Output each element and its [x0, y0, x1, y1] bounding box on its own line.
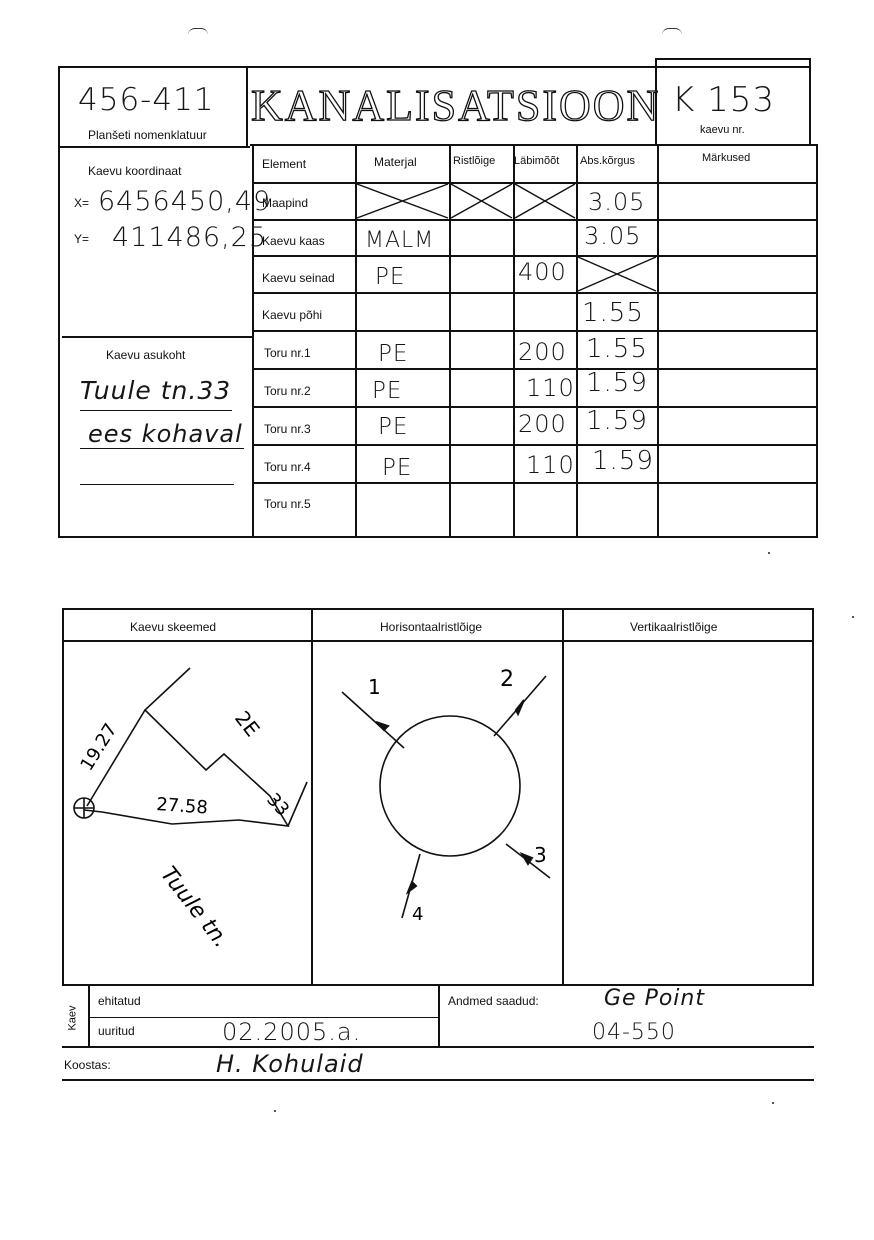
row-material: MALM: [365, 228, 435, 253]
data-from-label: Andmed saadud:: [448, 994, 539, 1008]
well-number: K 153: [672, 80, 775, 120]
well-number-label: kaevu nr.: [700, 124, 745, 136]
pipe-label-2: 2: [500, 667, 514, 692]
row-material: PE: [382, 455, 413, 481]
scan-speck: [772, 1102, 774, 1104]
dim-label-d: 33: [262, 789, 294, 821]
author-label: Koostas:: [64, 1058, 111, 1072]
row-height: 1.55: [586, 334, 648, 364]
row-element: Toru nr.1: [264, 346, 311, 360]
row-element: Kaevu põhi: [262, 308, 323, 322]
col-header-material: Materjal: [374, 155, 417, 169]
row-diameter: 400: [518, 258, 567, 286]
dim-label-c: 2E: [230, 706, 265, 742]
plan-code-label: Planšeti nomenklatuur: [88, 128, 207, 142]
row-element: Toru nr.3: [264, 422, 311, 436]
row-height: 1.59: [586, 368, 648, 398]
dim-label-a: 19.27: [76, 719, 122, 775]
x-prefix: X=: [74, 196, 90, 210]
col-header-section: Ristlõige: [453, 155, 496, 167]
location-line-1: Tuule tn.33: [80, 376, 232, 405]
col-header-height: Abs.kõrgus: [580, 155, 636, 167]
pipe-label-3: 3: [534, 843, 547, 867]
pipe-label-4: 4: [412, 904, 424, 925]
row-material: PE: [378, 341, 409, 367]
row-material: PE: [375, 264, 406, 290]
scan-speck: [852, 616, 854, 618]
surveyed-date: 02.2005.a.: [222, 1018, 362, 1046]
row-element: Toru nr.5: [264, 497, 311, 511]
sketch-header-horizontal: Horisontaalristlõige: [380, 620, 483, 634]
row-height: 1.59: [592, 446, 654, 476]
coords-label: Kaevu koordinaat: [88, 164, 182, 178]
row-element: Kaevu seinad: [262, 271, 335, 285]
footer-side-label: Kaev: [66, 1005, 79, 1031]
row-element: Maapind: [262, 196, 309, 210]
dim-label-b: 27.58: [155, 794, 209, 819]
row-element: Toru nr.2: [264, 384, 311, 398]
col-header-element: Element: [262, 157, 307, 171]
col-header-diameter: Läbimõõt: [514, 155, 560, 167]
location-line-2: ees kohaval: [88, 420, 243, 448]
row-element: Kaevu kaas: [262, 234, 325, 248]
data-from-value-1: Ge Point: [604, 986, 705, 1011]
y-coordinate: 411486,25: [112, 222, 268, 253]
pipe-label-1: 1: [368, 675, 381, 699]
horizontal-section: [312, 642, 562, 984]
location-sketch: [62, 642, 312, 984]
row-material: PE: [372, 378, 403, 404]
x-coordinate: 6456450,49: [98, 186, 272, 217]
row-material: PE: [378, 414, 409, 440]
row-height: 3.05: [588, 188, 646, 216]
y-prefix: Y=: [74, 232, 90, 246]
author-value: H. Kohulaid: [216, 1050, 364, 1078]
row-element: Toru nr.4: [264, 460, 311, 474]
row-diameter: 200: [518, 410, 567, 438]
row-diameter: 110: [526, 374, 575, 402]
built-label: ehitatud: [98, 994, 141, 1008]
col-header-notes: Märkused: [702, 152, 751, 164]
plan-code: 456-411: [78, 82, 215, 118]
row-diameter: 110: [526, 451, 575, 479]
row-diameter: 200: [518, 338, 567, 366]
location-label: Kaevu asukoht: [106, 348, 186, 362]
row-height: 3.05: [584, 222, 642, 250]
scan-speck: [768, 552, 770, 554]
sketch-header-scheme: Kaevu skeemed: [130, 620, 217, 634]
street-label: Tuule tn.: [155, 862, 234, 953]
scan-speck: [274, 1110, 276, 1112]
data-from-value-2: 04-550: [592, 1020, 676, 1045]
form-title: KANALISATSIOON: [251, 81, 661, 130]
sketch-header-vertical: Vertikaalristlõige: [630, 620, 718, 634]
surveyed-label: uuritud: [98, 1024, 135, 1038]
row-height: 1.55: [582, 298, 644, 328]
row-height: 1.59: [586, 406, 648, 436]
